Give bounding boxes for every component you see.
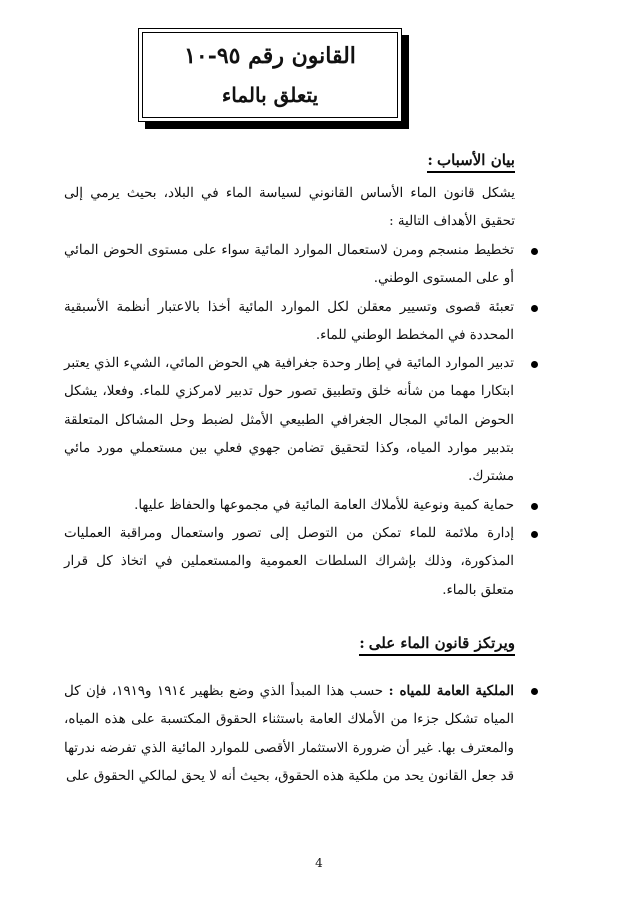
list-item <box>64 350 540 491</box>
principle-title: الملكية العامة للمياه : <box>388 683 514 699</box>
list-item-text: تعبئة قصوى وتسيير معقلن لكل الموارد المائية أخذا بالاعتبار أنظمة الأسبقية المحددة في المخطط الوطني للماء. <box>64 299 514 343</box>
bullet-icon <box>531 503 538 510</box>
section-heading-text: بيان الأسباب <box>436 151 515 169</box>
list-item <box>64 294 540 351</box>
heading-colon: : <box>427 151 433 169</box>
list-item-text: تخطيط منسجم ومرن لاستعمال الموارد المائية سواء على مستوى الحوض المائي أو على المستوى الوطني. <box>64 243 514 287</box>
section-heading-foundations <box>359 632 515 656</box>
bullet-icon <box>531 531 538 538</box>
section-heading-text: ويرتكز قانون الماء على <box>368 634 515 652</box>
bullet-icon <box>531 248 538 255</box>
law-title: القانون رقم ٩٥-١٠ <box>184 43 356 69</box>
objectives-list <box>64 237 540 605</box>
list-item-text: تدبير الموارد المائية في إطار وحدة جغرافية هي الحوض المائي، الشيء الذي يعتبر ابتكارا مهما من شأنه خلق وتطبيق تصور حول تدبير لامركزي للماء. وفعلا، يشكل الحوض المائي المجال الجغرافي الطبيعي الأمثل لضبط وحل المشاكل المتعلقة بتدبير موارد المياه، وكذا لتحقيق تضامن جهوي فعلي بين مستعملي مورد مائي مشترك. <box>64 356 514 485</box>
intro-paragraph: يشكل قانون الماء الأساس القانوني لسياسة الماء في البلاد، بحيث يرمي إلى تحقيق الأهداف التالية : <box>64 186 515 230</box>
list-item-text: إدارة ملائمة للماء تمكن من التوصل إلى تصور واستعمال ومراقبة العمليات المذكورة، وذلك بإشراك السلطات العمومية والمستعملين في اتخاذ كل قرار متعلق بالماء. <box>64 525 514 598</box>
law-subtitle: يتعلق بالماء <box>221 83 319 107</box>
list-item <box>64 237 540 294</box>
list-item <box>64 520 540 605</box>
bullet-icon <box>531 688 538 695</box>
list-item <box>64 677 540 791</box>
list-item-text: حماية كمية ونوعية للأملاك العامة المائية في مجموعها والحفاظ عليها. <box>134 497 514 513</box>
list-item <box>64 492 540 520</box>
heading-colon: : <box>359 634 365 652</box>
bullet-icon <box>531 305 538 312</box>
principles-list <box>64 677 540 791</box>
section-heading-reasons <box>427 149 515 173</box>
page-number: 4 <box>315 856 323 870</box>
bullet-icon <box>531 361 538 368</box>
list-item-text: حسب هذا المبدأ الذي وضع بظهير ١٩١٤ و١٩١٩، فإن كل المياه تشكل جزءا من الأملاك العامة باستثناء الحقوق المكتسبة على هذه المياه، والمعترف بها. غير أن ضرورة الاستثمار الأقصى للموارد المائية الذي تفرضه ندرتها قد جعل القانون يحد من ملكية هذه الحقوق، بحيث أنه لا يحق لمالكي الحقوق على <box>64 684 514 784</box>
title-box <box>138 28 402 122</box>
